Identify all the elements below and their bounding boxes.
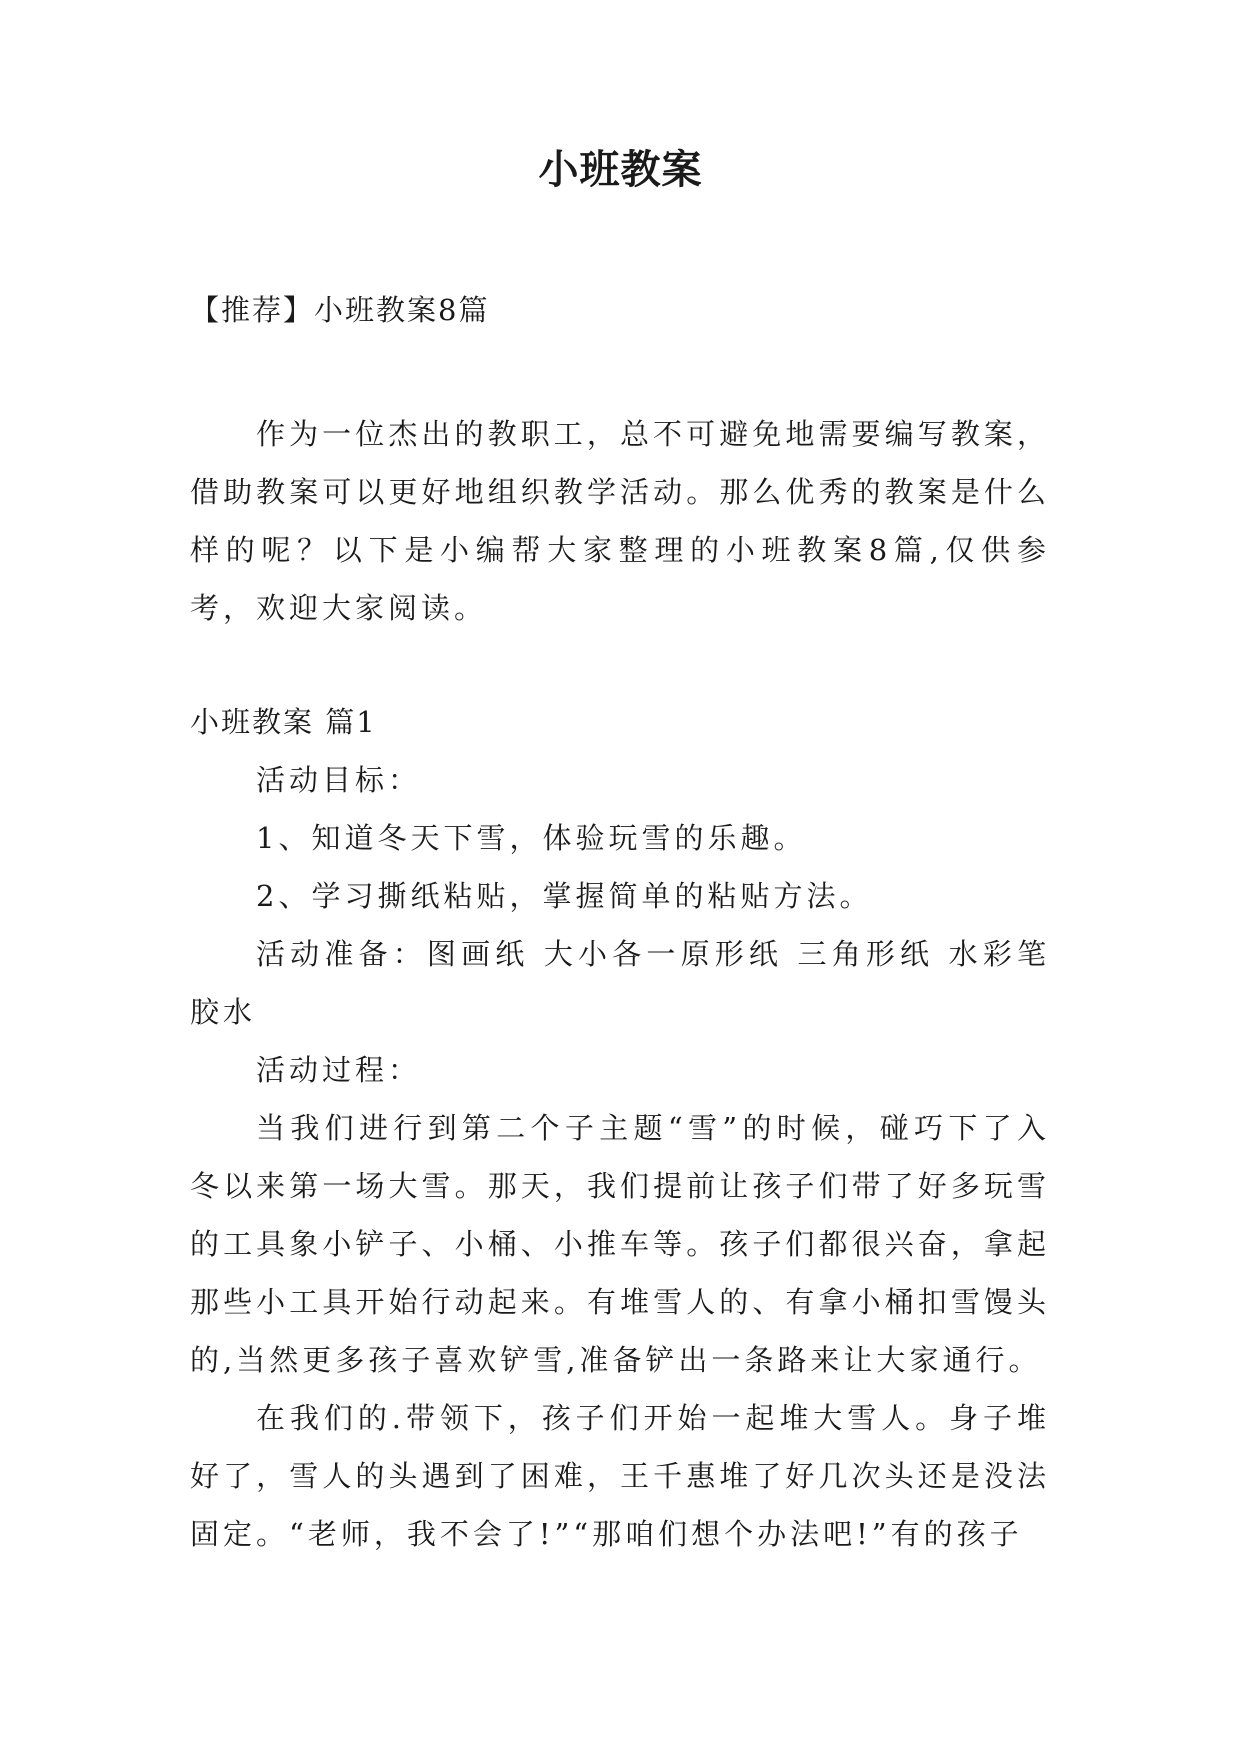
process-paragraph-1: 当我们进行到第二个子主题“雪”的时候，碰巧下了入冬以来第一场大雪。那天，我们提前让孩子们带了好多玩雪的工具象小铲子、小桶、小推车等。孩子们都很兴奋，拿起那些小工具开始行动起来。有堆雪人的、有拿小桶扣雪馒头的,当然更多孩子喜欢铲雪,准备铲出一条路来让大家通行。 <box>190 1111 1050 1377</box>
section-heading: 小班教案 篇1 <box>190 705 377 739</box>
section-1 <box>190 693 1050 1563</box>
goal-item-2: 2、学习撕纸粘贴，掌握简单的粘贴方法。 <box>256 879 873 913</box>
process-label: 活动过程： <box>256 1053 422 1087</box>
document-title: 小班教案 <box>538 146 703 193</box>
intro-paragraph: 作为一位杰出的教职工，总不可避免地需要编写教案，借助教案可以更好地组织教学活动。那么优秀的教案是什么样的呢？以下是小编帮大家整理的小班教案8篇,仅供参考，欢迎大家阅读。 <box>190 417 1050 625</box>
goal-item-1: 1、知道冬天下雪，体验玩雪的乐趣。 <box>256 821 807 855</box>
process-paragraph-2: 在我们的.带领下，孩子们开始一起堆大雪人。身子堆好了，雪人的头遇到了困难，王千惠堆了好几次头还是没法固定。“老师，我不会了!”“那咱们想个办法吧!”有的孩子 <box>190 1401 1050 1551</box>
goal-label: 活动目标： <box>256 763 422 797</box>
preparation-paragraph: 活动准备：图画纸 大小各一原形纸 三角形纸 水彩笔 胶水 <box>190 937 1050 1029</box>
document-subtitle: 【推荐】小班教案8篇 <box>190 293 490 327</box>
